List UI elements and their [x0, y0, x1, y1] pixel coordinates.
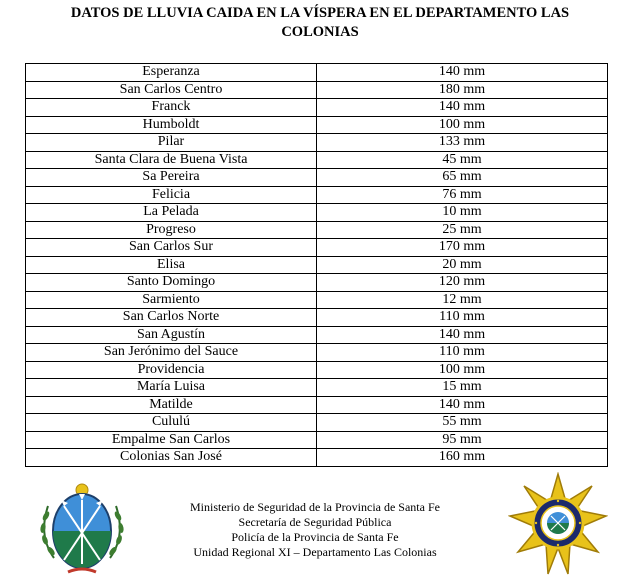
table-row: [26, 414, 608, 432]
location-cell: San Carlos Sur: [26, 239, 317, 257]
rainfall-cell: 10 mm: [317, 204, 608, 222]
location-cell: Humboldt: [26, 116, 317, 134]
rainfall-cell: 55 mm: [317, 414, 608, 432]
table-row: [26, 169, 608, 187]
table-row: [26, 256, 608, 274]
location-cell: Santa Clara de Buena Vista: [26, 151, 317, 169]
table-row: [26, 151, 608, 169]
location-cell: Sarmiento: [26, 291, 317, 309]
location-cell: Cululú: [26, 414, 317, 432]
footer-credits: [150, 500, 480, 560]
location-cell: Colonias San José: [26, 449, 317, 467]
rainfall-cell: 140 mm: [317, 396, 608, 414]
santa-fe-coat-of-arms-icon: [34, 476, 130, 581]
location-cell: San Carlos Centro: [26, 81, 317, 99]
location-cell: María Luisa: [26, 379, 317, 397]
location-cell: Esperanza: [26, 64, 317, 82]
footer-line-unit: Unidad Regional XI – Departamento Las Colonias: [193, 545, 437, 559]
rainfall-cell: 110 mm: [317, 344, 608, 362]
table-row: [26, 99, 608, 117]
table-row: [26, 204, 608, 222]
location-cell: Elisa: [26, 256, 317, 274]
rainfall-cell: 140 mm: [317, 326, 608, 344]
location-cell: Providencia: [26, 361, 317, 379]
table-row: [26, 221, 608, 239]
location-cell: Santo Domingo: [26, 274, 317, 292]
police-star-badge-icon: [508, 472, 608, 581]
document-title-line1: DATOS DE LLUVIA CAIDA EN LA VÍSPERA EN EL DEPARTAMENTO LAS: [70, 5, 570, 21]
rainfall-cell: 25 mm: [317, 221, 608, 239]
table-row: [26, 81, 608, 99]
rainfall-cell: 12 mm: [317, 291, 608, 309]
rainfall-cell: 120 mm: [317, 274, 608, 292]
rainfall-cell: 170 mm: [317, 239, 608, 257]
table-row: [26, 344, 608, 362]
rainfall-cell: 180 mm: [317, 81, 608, 99]
rainfall-cell: 133 mm: [317, 134, 608, 152]
location-cell: San Carlos Norte: [26, 309, 317, 327]
location-cell: San Jerónimo del Sauce: [26, 344, 317, 362]
rainfall-cell: 65 mm: [317, 169, 608, 187]
table-row: [26, 431, 608, 449]
location-cell: Franck: [26, 99, 317, 117]
rainfall-cell: 76 mm: [317, 186, 608, 204]
table-row: [26, 64, 608, 82]
table-row: [26, 361, 608, 379]
document-title-line2: COLONIAS: [281, 24, 359, 40]
table-row: [26, 309, 608, 327]
table-row: [26, 239, 608, 257]
location-cell: Progreso: [26, 221, 317, 239]
location-cell: Matilde: [26, 396, 317, 414]
table-row: [26, 291, 608, 309]
footer-line-police: Policía de la Provincia de Santa Fe: [231, 530, 399, 544]
table-row: [26, 134, 608, 152]
rainfall-table-body: [26, 64, 608, 467]
rainfall-table: [25, 63, 608, 467]
table-row: [26, 326, 608, 344]
rainfall-cell: 15 mm: [317, 379, 608, 397]
location-cell: Sa Pereira: [26, 169, 317, 187]
rainfall-cell: 95 mm: [317, 431, 608, 449]
table-row: [26, 449, 608, 467]
table-row: [26, 274, 608, 292]
location-cell: San Agustín: [26, 326, 317, 344]
location-cell: Felicia: [26, 186, 317, 204]
rainfall-cell: 45 mm: [317, 151, 608, 169]
table-row: [26, 186, 608, 204]
rainfall-cell: 140 mm: [317, 64, 608, 82]
rainfall-cell: 110 mm: [317, 309, 608, 327]
rainfall-cell: 20 mm: [317, 256, 608, 274]
location-cell: Empalme San Carlos: [26, 431, 317, 449]
rainfall-cell: 100 mm: [317, 361, 608, 379]
table-row: [26, 396, 608, 414]
rainfall-cell: 160 mm: [317, 449, 608, 467]
rainfall-cell: 140 mm: [317, 99, 608, 117]
location-cell: La Pelada: [26, 204, 317, 222]
location-cell: Pilar: [26, 134, 317, 152]
document-title: [20, 4, 620, 42]
footer-line-ministry: Ministerio de Seguridad de la Provincia de Santa Fe: [190, 500, 440, 514]
rainfall-cell: 100 mm: [317, 116, 608, 134]
footer-line-secretariat: Secretaría de Seguridad Pública: [238, 515, 392, 529]
table-row: [26, 116, 608, 134]
table-row: [26, 379, 608, 397]
